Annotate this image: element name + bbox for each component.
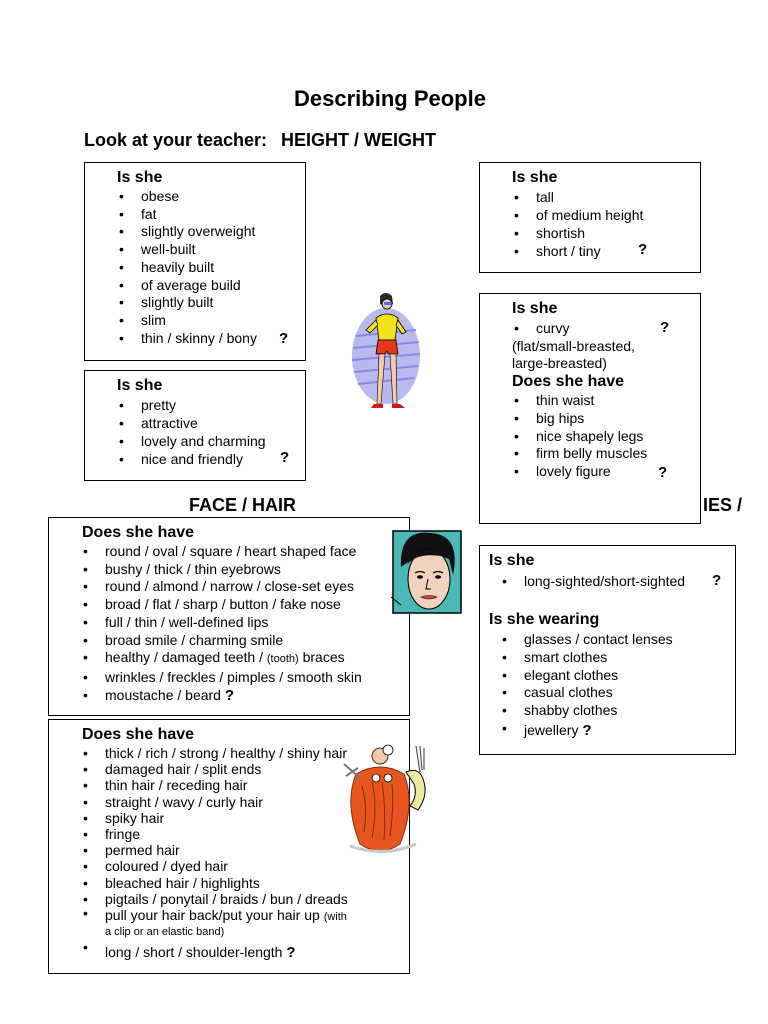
face-list-item: • full / thin / well-defined lips xyxy=(105,614,362,632)
figure-list-item: • lovely figure xyxy=(536,463,647,481)
woman-illustration xyxy=(346,290,426,420)
face-list-item-teeth xyxy=(105,649,362,669)
hair-list-item: • straight / wavy / curly hair xyxy=(105,794,348,810)
looks-list-item: • lovely and charming xyxy=(141,432,266,450)
teeth-small-text: (tooth) xyxy=(266,653,299,666)
hair-list-item: • pigtails / ponytail / braids / bun / dreads xyxy=(105,891,348,907)
weight-list-item: • heavily built xyxy=(141,259,257,277)
height-question-mark: ? xyxy=(638,241,648,258)
looks-list xyxy=(141,396,266,468)
looks-list-item: • attractive xyxy=(141,414,266,432)
face-illustration xyxy=(387,527,465,617)
weight-box-heading: Is she xyxy=(117,169,163,186)
figure-list-item: • thin waist xyxy=(536,392,647,410)
eyes-list-item: • elegant clothes xyxy=(524,667,673,685)
height-list-item: • of medium height xyxy=(536,206,643,224)
eyes-box-heading: Is she xyxy=(489,552,535,569)
face-last-text: moustache / beard xyxy=(105,686,221,703)
figure-note-line-1: (flat/small-breasted, xyxy=(512,338,635,354)
height-box-heading: Is she xyxy=(512,169,558,186)
hair-list-item: • damaged hair / split ends xyxy=(105,761,348,777)
clothes-heading-fragment: IES / xyxy=(703,495,743,515)
weight-question-mark: ? xyxy=(279,330,289,347)
looks-question-mark: ? xyxy=(280,449,290,466)
height-list-item: • shortish xyxy=(536,224,643,242)
weight-list-item: • thin / skinny / bony xyxy=(141,330,257,348)
eyes-list xyxy=(524,631,673,740)
figure-list-item: • firm belly muscles xyxy=(536,445,647,463)
weight-list-item: • well-built xyxy=(141,241,257,259)
face-hair-heading: FACE / HAIR xyxy=(189,495,297,515)
hair-list-item: • spiky hair xyxy=(105,810,348,826)
figure-box-heading: Is she xyxy=(512,300,558,317)
face-box-heading: Does she have xyxy=(82,524,195,541)
hair-last-text: long / short / shoulder-length xyxy=(105,944,283,961)
height-box xyxy=(479,162,701,273)
weight-list-item: • obese xyxy=(141,188,257,206)
figure-curvy-item: • curvy xyxy=(536,320,569,337)
weight-list-item: • slightly overweight xyxy=(141,223,257,241)
looks-list-item: • pretty xyxy=(141,396,266,414)
face-list-item-last xyxy=(105,687,362,705)
weight-list-item: • of average build xyxy=(141,277,257,295)
weight-list-item: • slightly built xyxy=(141,294,257,312)
figure-question-mark: ? xyxy=(660,319,670,336)
subtitle xyxy=(84,130,436,151)
figure-list-item: • nice shapely legs xyxy=(536,428,647,446)
figure-note-line-2: large-breasted) xyxy=(512,355,607,371)
weight-list xyxy=(141,188,257,347)
eyes-sight-item: • long-sighted/short-sighted xyxy=(524,573,685,590)
figure-curvy-list xyxy=(536,320,569,337)
hair-list-item: • thick / rich / strong / healthy / shiny hair xyxy=(105,745,348,761)
eyes-list-item: • glasses / contact lenses xyxy=(524,631,673,649)
pull-small-text-2: a clip or an elastic band) xyxy=(105,926,225,939)
teeth-text: healthy / damaged teeth / xyxy=(105,649,263,666)
height-list xyxy=(536,188,643,260)
eyes-box-subheading: Is she wearing xyxy=(489,611,600,628)
eyes-last-text: jewellery xyxy=(524,721,579,738)
looks-box-heading: Is she xyxy=(117,377,163,394)
face-question-mark: ? xyxy=(224,686,235,704)
hair-list-item: • thin hair / receding hair xyxy=(105,777,348,793)
height-list-item: • tall xyxy=(536,188,643,206)
height-list-item: • short / tiny xyxy=(536,242,643,260)
teeth-end-text: braces xyxy=(302,649,345,666)
figure-box xyxy=(479,293,701,524)
face-list-item: • broad smile / charming smile xyxy=(105,632,362,650)
face-list-item: • wrinkles / freckles / pimples / smooth skin xyxy=(105,669,362,687)
weight-list-item: • fat xyxy=(141,206,257,224)
face-list-item: • round / oval / square / heart shaped face xyxy=(105,543,362,561)
hair-list-item: • coloured / dyed hair xyxy=(105,858,348,874)
weight-box xyxy=(84,162,306,361)
weight-list-item: • slim xyxy=(141,312,257,330)
hair-list-item: • fringe xyxy=(105,826,348,842)
looks-list-item: • nice and friendly xyxy=(141,450,266,468)
pull-small-text-1: (with xyxy=(323,911,347,924)
face-box xyxy=(48,517,410,716)
hair-list-item: • permed hair xyxy=(105,842,348,858)
eyes-sight-list xyxy=(524,573,685,590)
bearded-man-illustration xyxy=(336,742,436,862)
page-title: Describing People xyxy=(294,86,486,111)
face-list xyxy=(105,543,362,704)
hair-list-item-pull xyxy=(105,907,348,939)
hair-box-heading: Does she have xyxy=(82,726,195,743)
face-list-item: • round / almond / narrow / close-set eyes xyxy=(105,578,362,596)
eyes-question-mark-2: ? xyxy=(582,721,592,739)
figure-note xyxy=(512,338,635,372)
figure-list-item: • big hips xyxy=(536,410,647,428)
eyes-list-item: • casual clothes xyxy=(524,684,673,702)
figure-box-subheading: Does she have xyxy=(512,373,625,390)
subtitle-prefix: Look at your teacher: xyxy=(84,130,268,150)
hair-question-mark: ? xyxy=(286,944,296,962)
pull-text: pull your hair back/put your hair up xyxy=(105,907,320,924)
eyes-list-item: • shabby clothes xyxy=(524,702,673,720)
eyes-list-item: • smart clothes xyxy=(524,649,673,667)
looks-box xyxy=(84,370,306,481)
face-list-item: • bushy / thick / thin eyebrows xyxy=(105,561,362,579)
figure-question-mark-2: ? xyxy=(658,464,668,481)
hair-list-item: • bleached hair / highlights xyxy=(105,875,348,891)
subtitle-topic: HEIGHT / WEIGHT xyxy=(281,130,437,150)
eyes-question-mark: ? xyxy=(712,572,722,589)
hair-list xyxy=(105,745,348,961)
face-list-item: • broad / flat / sharp / button / fake nose xyxy=(105,596,362,614)
figure-list xyxy=(536,392,647,481)
eyes-list-item-last xyxy=(524,720,673,740)
hair-list-item-last xyxy=(105,939,348,961)
eyes-box xyxy=(479,545,736,755)
